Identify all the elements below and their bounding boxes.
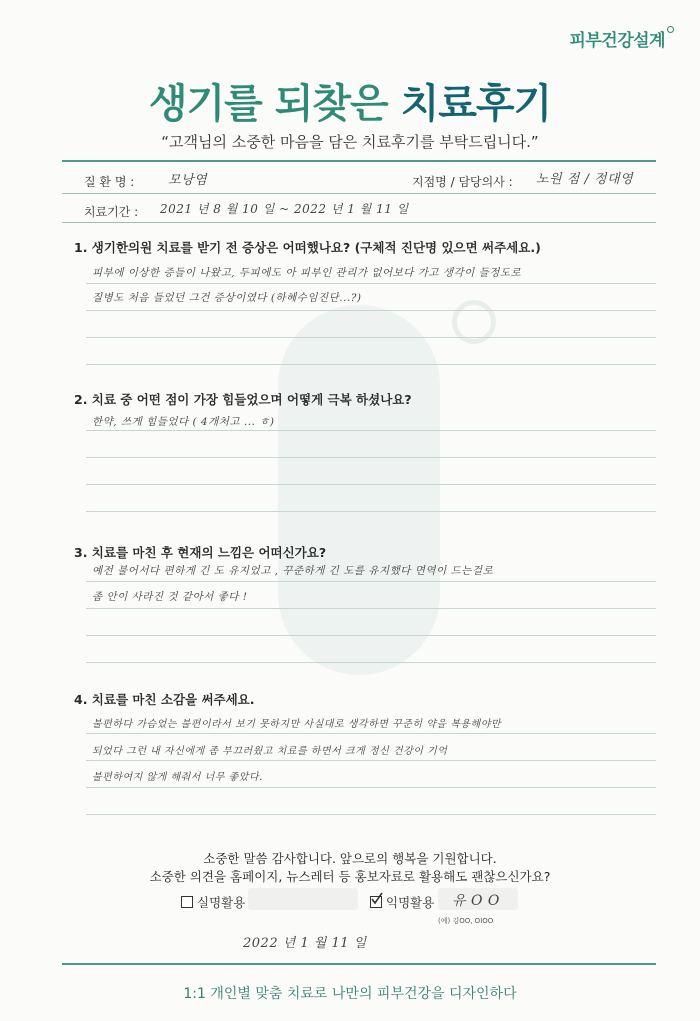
answer-line xyxy=(86,511,656,512)
brand-text: 피부건강설계 xyxy=(569,31,665,51)
watermark-shape xyxy=(278,305,440,675)
divider xyxy=(62,193,656,194)
realname-checkbox[interactable] xyxy=(181,896,193,908)
answer-line xyxy=(86,430,656,431)
answer-4-line-3[interactable]: 불편하여지 않게 해줘서 너무 좋았다. xyxy=(92,772,263,783)
realname-label: 실명활용 xyxy=(197,895,246,910)
answer-line xyxy=(86,760,656,761)
answer-4-line-1[interactable]: 불편하다 가슴었는 불편이라서 보기 못하지만 사실대로 생각하면 꾸준히 약을 복용해야만 xyxy=(92,719,502,730)
question-4: 4. 치료를 마친 소감을 써주세요. xyxy=(74,692,255,707)
question-3: 3. 치료를 마친 후 현재의 느낌은 어떠신가요? xyxy=(74,545,327,560)
divider xyxy=(62,222,656,223)
answer-line xyxy=(86,581,656,582)
answer-line xyxy=(86,457,656,458)
branch-value[interactable]: 노원 점 / 정대영 xyxy=(536,172,634,187)
page-title xyxy=(0,72,700,129)
signature-date[interactable]: 2022 년 1 월 11 일 xyxy=(243,936,367,951)
answer-line xyxy=(86,787,656,788)
answer-line xyxy=(86,337,656,338)
subtitle: “고객님의 소중한 마음을 담은 치료후기를 부탁드립니다.” xyxy=(161,133,539,151)
brand-dot-icon xyxy=(667,26,674,33)
period-label: 치료기간 : xyxy=(84,205,139,219)
answer-line xyxy=(86,733,656,734)
title-part1: 생기를 되찾은 xyxy=(148,81,388,127)
example-note: (예) 김OO, OIOO xyxy=(438,917,494,925)
thanks-message: 소중한 말씀 감사합니다. 앞으로의 행복을 기원합니다. xyxy=(203,851,497,866)
answer-3-line-1[interactable]: 예전 불어서다 편하게 긴 도 유지었고 , 꾸준하게 긴 도를 유지했다 면역이 드는걸로 xyxy=(92,565,494,577)
brand-logo xyxy=(569,26,674,51)
answer-line xyxy=(86,310,656,311)
check-icon xyxy=(370,892,384,906)
branch-label: 지점명 / 담당의사 : xyxy=(412,175,513,189)
question-1: 1. 생기한의원 치료를 받기 전 증상은 어떠했나요? (구체적 진단명 있으면 써주세요.) xyxy=(74,240,541,255)
divider xyxy=(62,160,656,162)
answer-1-line-2[interactable]: 질병도 처음 들었던 그건 증상이였다 (하혜수임진단...?) xyxy=(92,292,362,304)
answer-line xyxy=(86,484,656,485)
name-field[interactable] xyxy=(248,888,358,910)
consent-question: 소중한 의견을 홈페이지, 뉴스레터 등 홍보자료로 활용해도 괜찮으신가요? xyxy=(149,869,551,884)
answer-line xyxy=(86,814,656,815)
answer-line xyxy=(86,364,656,365)
answer-3-line-2[interactable]: 좀 안이 사라진 것 같아서 좋다 ! xyxy=(92,591,248,603)
title-part2: 치료후기 xyxy=(400,81,552,127)
answer-line xyxy=(86,662,656,663)
answer-line xyxy=(86,635,656,636)
answer-1-line-1[interactable]: 피부에 이상한 증들이 나왔고, 두피에도 아 피부인 관리가 없어보다 가고 생각이 들정도로 xyxy=(92,267,522,279)
anonymous-label: 익명활용 xyxy=(386,895,435,910)
anonymous-checkbox[interactable] xyxy=(370,896,382,908)
divider xyxy=(62,963,656,965)
disease-label: 질 환 명 : xyxy=(84,175,135,189)
answer-4-line-2[interactable]: 되었다 그런 내 자신에게 좀 부끄러웠고 치료를 하면서 크게 정신 건강이 기억 xyxy=(92,746,448,757)
disease-value[interactable]: 모낭염 xyxy=(168,173,208,188)
footer-slogan: 1:1 개인별 맞춤 치료로 나만의 피부건강을 디자인하다 xyxy=(183,986,517,1002)
answer-line xyxy=(86,283,656,284)
answer-line xyxy=(86,608,656,609)
answer-2-line-1[interactable]: 한약, 쓰게 힘들었다 ( 4개처고 ... ㅎ) xyxy=(92,416,275,428)
anonymous-value: 유 O O xyxy=(452,893,500,909)
question-2: 2. 치료 중 어떤 점이 가장 힘들었으며 어떻게 극복 하셨나요? xyxy=(74,392,412,407)
period-value[interactable]: 2021 년 8 월 10 일 ~ 2022 년 1 월 11 일 xyxy=(160,202,409,216)
